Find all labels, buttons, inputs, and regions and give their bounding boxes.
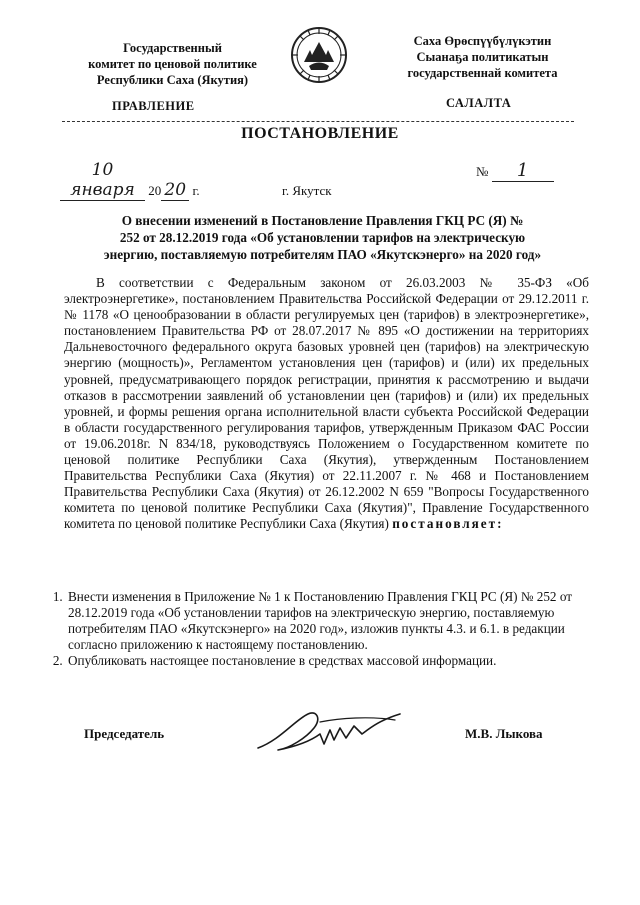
document-title: ПОСТАНОВЛЕНИЕ: [241, 125, 399, 142]
date-year-prefix: 20: [148, 183, 162, 198]
list-item: 1. Внести изменения в Приложение № 1 к Постановлению Правления ГКЦ РС (Я) № 252 от 28.12.2019 года «Об установлении тарифов на электрическую энергию, поставляемую потребителям ПАО «Якутскэнерго» на 2020 год», изложив пункты 4.3. и 6.1. в редакции согласно приложению к настоящему постановлению.: [66, 589, 611, 653]
document-date: [60, 160, 200, 201]
year-handwritten: 20: [161, 180, 189, 201]
document-subject: [60, 212, 585, 263]
header-right-subtitle: САЛАЛТА: [446, 96, 512, 110]
body-text: В соответствии с Федеральным законом от 26.03.2003 № 35-ФЗ «Об электроэнергетике», постановлением Правительства Российской Федерации от 29.12.2011 г. № 1178 «О ценообразовании в области регулируемых цен (тарифов) в электроэнергетике», постановлением Правительства РФ от 28.07.2017 № 895 «О достижении на территориях Дальневосточного федерального округа базовых уровней цен (тарифов) на электрическую энергию (мощность)», Регламентом установления цен (тарифов) и (или) их предельных уровней, предусматривающего порядок регистрации, принятия к рассмотрению и выдачи отказов в рассмотрении заявлений об установлении цен (тарифов) и (или) их предельных уровней, и формы решения органа исполнительной власти субъекта Российской Федерации в области государственного регулирования тарифов, утвержденным Приказом ФАС России от 19.06.2018г. N 834/18, руководствуясь Положением о Государственном комитете по ценовой политике Республики Саха (Якутия), утвержденным Постановлением Правительства Республики Саха (Якутия) от 22.11.2007 г. № 468 и Постановлением Правительства Республики Саха (Якутия) от 26.12.2002 N 659 "Вопросы Государственного комитета по ценовой политике Республики Саха (Якутия)", Правление Государственного комитета по ценовой политике Республики Саха (Якутия): [64, 275, 589, 532]
date-suffix: г.: [192, 183, 200, 198]
header-left-line: комитет по ценовой политике: [88, 57, 257, 71]
body-paragraph: [64, 275, 589, 533]
decision-list: [46, 589, 611, 669]
header-right-line: Сыанаҕа политикатын: [416, 50, 549, 64]
date-handwritten: 10 января: [60, 160, 145, 201]
list-item: 2. Опубликовать настоящее постановление в средствах массовой информации.: [66, 653, 611, 669]
header-left-subtitle: ПРАВЛЕНИЕ: [112, 99, 195, 113]
header-divider: [62, 121, 574, 122]
header-left-line: Государственный: [123, 41, 222, 55]
header-left-org: [70, 40, 275, 88]
header-right-line: Саха Өрөспүүбүлүкэтин: [413, 34, 552, 48]
document-city: г. Якутск: [282, 183, 332, 198]
header-right-org: [375, 33, 590, 81]
number-handwritten: 1: [492, 160, 554, 182]
signature-name: М.В. Лыкова: [465, 726, 543, 741]
decree-word: постановляет:: [392, 516, 504, 532]
header-right-line: государственнай комитета: [407, 66, 558, 80]
handwritten-signature: [250, 700, 410, 760]
subject-line: 252 от 28.12.2019 года «Об установлении тарифов на электрическую: [119, 230, 526, 245]
subject-line: О внесении изменений в Постановление Правления ГКЦ РС (Я) №: [121, 213, 524, 228]
number-label: №: [476, 164, 489, 179]
signature-role: Председатель: [84, 726, 165, 741]
header-left-line: Республики Саха (Якутия): [96, 73, 249, 87]
document-number: [476, 160, 554, 182]
coat-of-arms-emblem-icon: [290, 26, 348, 84]
subject-line: энергию, поставляемую потребителям ПАО «Якутскэнерго» на 2020 год»: [103, 247, 542, 262]
